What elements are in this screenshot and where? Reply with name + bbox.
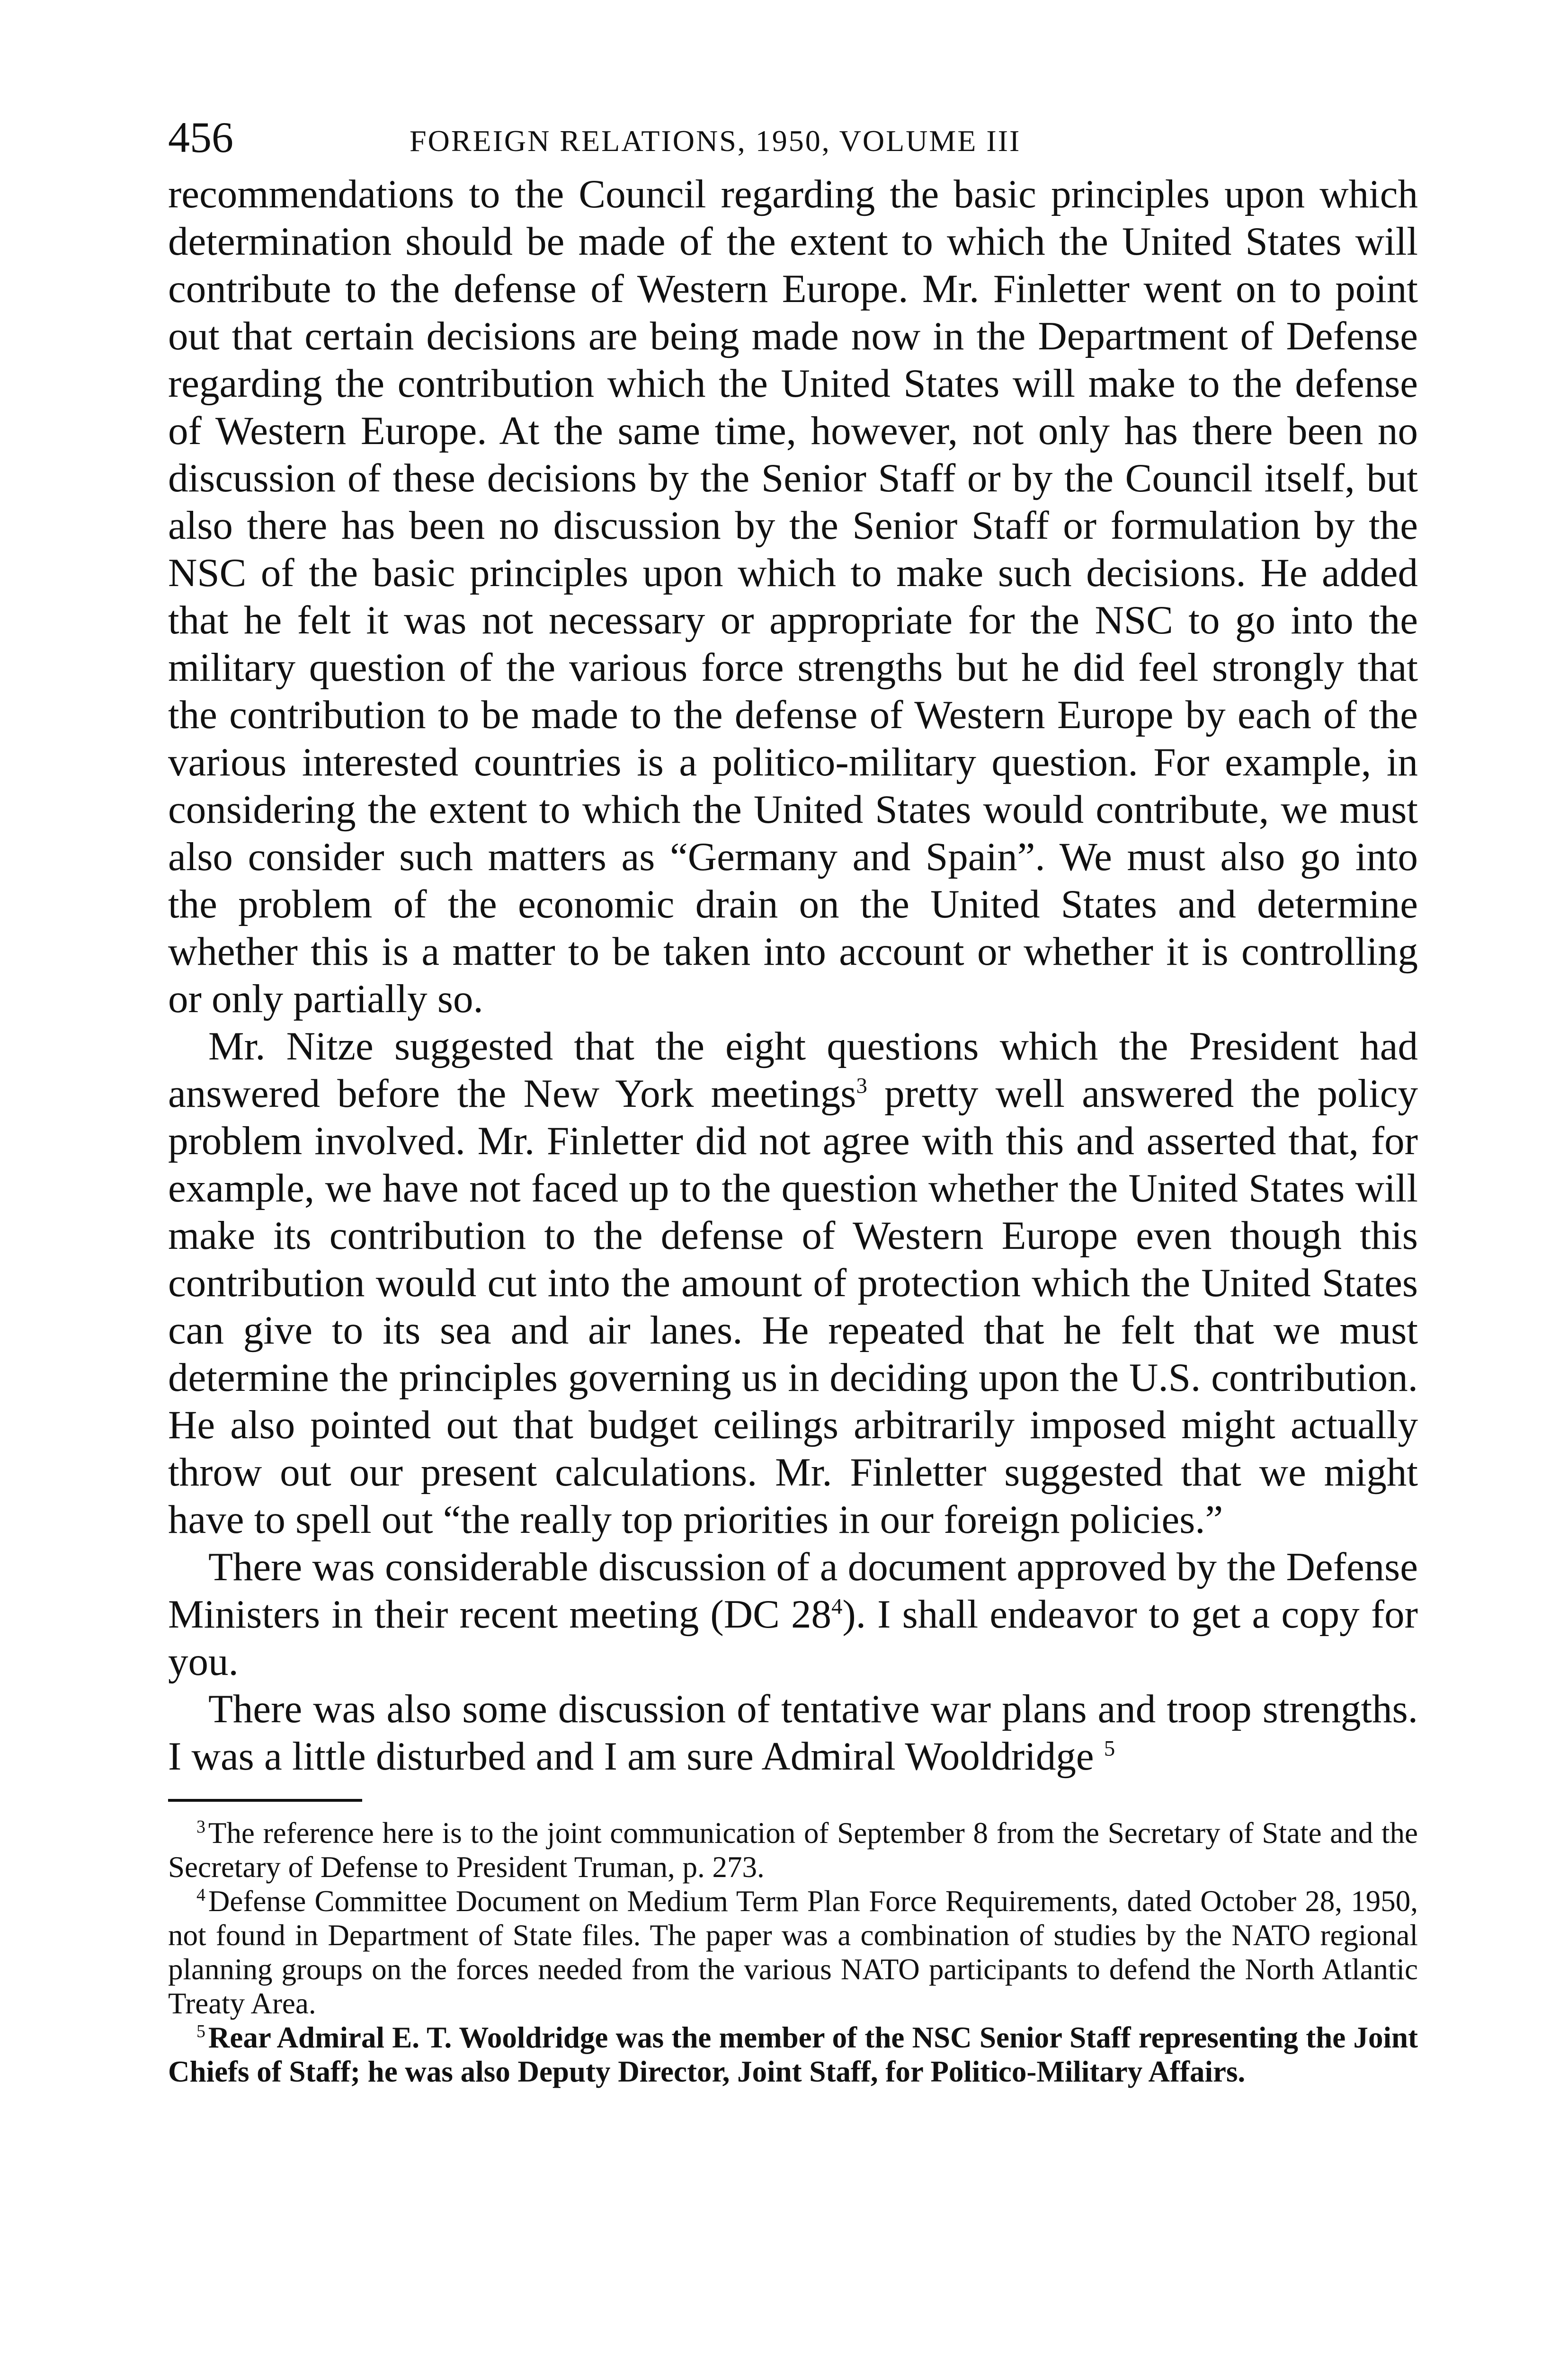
paragraph-2-text-b: pretty well answered the policy problem involved. Mr. Finletter did not agree with this and asserted that, for example, we have not faced up to the question whether the United States will make its contribution to the defense of Western Europe even though this contribution would cut into the amount of protection which the United States can give to its sea and air lanes. He repeated that he felt that we must determine the principles governing us in deciding upon the U.S. contribution. He also pointed out that budget ceilings arbitrarily imposed might actually throw out our present calculations. Mr. Finletter suggested that we might have to spell out “the really top priorities in our foreign policies.” — [168, 1071, 1418, 1542]
paragraph-3-text-b: ). I shall endeavor to get a copy for you. — [168, 1592, 1418, 1684]
footnote-5-text: Rear Admiral E. T. Wooldridge was the member of the NSC Senior Staff representing the Joint Chiefs of Staff; he was also Deputy Director, Joint Staff, for Politico-Military Affairs. — [168, 2021, 1418, 2088]
footnote-5-marker: 5 — [196, 2021, 205, 2041]
footnote-3-marker: 3 — [196, 1817, 205, 1837]
running-head: FOREIGN RELATIONS, 1950, VOLUME III — [410, 124, 1021, 158]
paragraph-3 — [168, 1543, 1418, 1685]
footnote-3 — [168, 1816, 1418, 1884]
footnote-divider — [168, 1799, 362, 1802]
paragraph-2-text-a: Mr. Nitze suggested that the eight questions which the President had answered before the New York meetings — [168, 1024, 1418, 1116]
paragraph-2 — [168, 1023, 1418, 1543]
footnote-3-text: The reference here is to the joint communication of September 8 from the Secretary of State and the Secretary of Defense to President Truman, p. 273. — [168, 1816, 1418, 1884]
footnote-ref-4[interactable]: 4 — [831, 1594, 843, 1619]
page-header — [168, 114, 1418, 170]
footnote-4-marker: 4 — [196, 1885, 205, 1905]
paragraph-4 — [168, 1685, 1418, 1780]
paragraph-1: recommendations to the Council regarding the basic principles upon which determination should be made of the extent to which the United States will contribute to the defense of Western Europe. Mr. Finletter went on to point out that certain decisions are being made now in the Department of Defense regarding the contribution which the United States will make to the defense of Western Europe. At the same time, however, not only has there been no discussion of these decisions by the Senior Staff or by the Council itself, but also there has been no discussion by the Senior Staff or formulation by the NSC of the basic principles upon which to make such decisions. He added that he felt it was not necessary or appropriate for the NSC to go into the military question of the various force strengths but he did feel strongly that the contribution to be made to the defense of Western Europe by each of the various interested countries is a politico-military question. For example, in considering the extent to which the United States would contribute, we must also consider such matters as “Germany and Spain”. We must also go into the problem of the economic drain on the United States and determine whether this is a matter to be taken into account or whether it is controlling or only partially so. — [168, 172, 1418, 1021]
page-number: 456 — [168, 113, 233, 161]
footnote-4 — [168, 1884, 1418, 2020]
footnotes — [168, 1816, 1418, 2089]
footnote-5 — [168, 2020, 1418, 2089]
footnote-ref-5[interactable]: 5 — [1104, 1736, 1115, 1761]
paragraph-4-text: There was also some discussion of tentative war plans and troop strengths. I was a little disturbed and I am sure Admiral Wooldridge — [168, 1687, 1418, 1779]
paragraph-3-text-a: There was considerable discussion of a document approved by the Defense Ministers in their recent meeting (DC 28 — [168, 1545, 1418, 1637]
footnote-4-text: Defense Committee Document on Medium Term Plan Force Requirements, dated October 28, 1950, not found in Department of State files. The paper was a combination of studies by the NATO regional planning groups on the forces needed from the various NATO participants to defend the North Atlantic Treaty Area. — [168, 1885, 1418, 2020]
body-text — [168, 170, 1418, 1780]
document-page — [168, 114, 1418, 2089]
footnote-ref-3[interactable]: 3 — [856, 1073, 867, 1098]
